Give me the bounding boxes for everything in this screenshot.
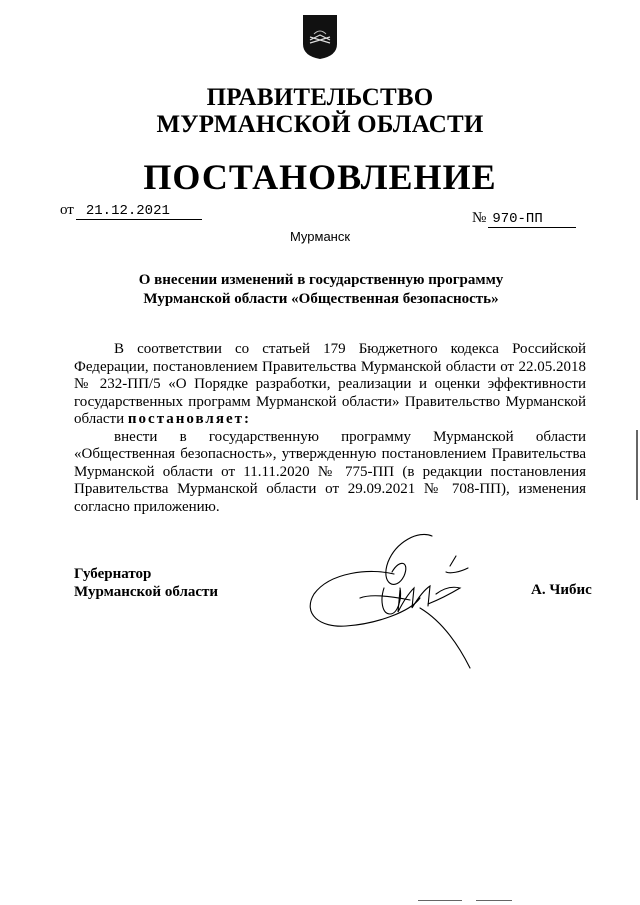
signer-title	[74, 565, 218, 601]
scan-artifact-bottom-2	[476, 900, 512, 901]
handwritten-signature	[300, 528, 490, 676]
document-type-title: ПОСТАНОВЛЕНИЕ	[143, 157, 497, 197]
signer-name: А. Чибис	[531, 582, 592, 598]
document-number	[472, 210, 576, 228]
date-value: 21.12.2021	[76, 203, 202, 220]
signer-title-line2: Мурманской области	[74, 584, 219, 600]
scan-artifact-bottom	[418, 900, 462, 901]
number-prefix: №	[472, 210, 487, 226]
decree-word: постановляет:	[127, 411, 251, 427]
preamble-text: В соответствии со статьей 179 Бюджетного кодекса Российской Федерации, постановлением Правительства Мурманской области от 22.05.2018 № 232-ПП/5 «О Порядке разработки, реализации и оценки эффективности государственных программ Мурманской области» Правительство Мурманской области	[74, 341, 586, 427]
scan-artifact-right-edge	[636, 430, 638, 500]
signer-title-line1: Губернатор	[74, 566, 152, 582]
document-subject	[60, 271, 582, 309]
body-paragraph-decision: внести в государственную программу Мурманской области «Общественная безопасность», утвержденную постановлением Правительства Мурманской области от 11.11.2020 № 775-ПП (в редакции постановления Правительства Мурманской области от 29.09.2021 № 708-ПП), изменения согласно приложению.	[74, 428, 586, 515]
document-body	[74, 341, 586, 516]
subject-line1: О внесении изменений в государственную программу	[138, 272, 504, 288]
date-prefix: от	[60, 202, 74, 218]
number-value: 970-ПП	[488, 211, 576, 228]
city-name: Мурманск	[289, 229, 351, 244]
body-paragraph-preamble	[74, 341, 586, 429]
subject-line2: Мурманской области «Общественная безопасность»	[143, 291, 499, 307]
organization-title-line1: ПРАВИТЕЛЬСТВО	[206, 84, 434, 111]
document-date	[60, 202, 202, 220]
organization-title-line2: МУРМАНСКОЙ ОБЛАСТИ	[156, 111, 484, 138]
coat-of-arms-emblem	[302, 14, 338, 60]
